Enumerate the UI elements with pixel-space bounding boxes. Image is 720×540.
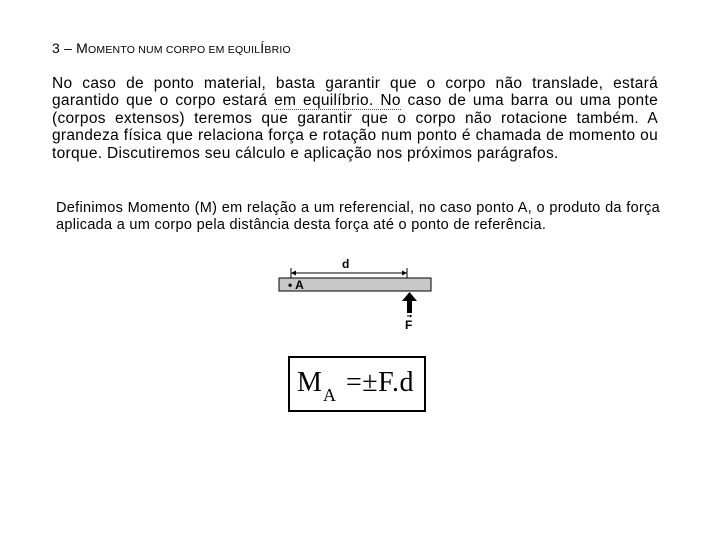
heading-text-part1: OMENTO NUM CORPO EM EQUIL xyxy=(88,44,261,56)
heading-number: 3 – M xyxy=(52,40,89,56)
distance-arrow-right xyxy=(402,271,407,276)
moment-diagram xyxy=(276,255,456,335)
heading-accent-letter: Í xyxy=(260,40,265,56)
force-arrow-head xyxy=(402,292,417,301)
moment-formula xyxy=(288,356,426,412)
force-arrow-shaft xyxy=(407,299,412,313)
distance-label: d xyxy=(342,257,350,271)
heading-text-part2: BRIO xyxy=(264,44,291,56)
section-heading xyxy=(52,40,291,56)
force-label: F xyxy=(405,318,413,332)
paragraph-intro-underlined: em equilíbrio. No xyxy=(274,92,401,110)
formula-subscript: A xyxy=(323,385,336,405)
paragraph-definition: Definimos Momento (M) em relação a um referencial, no caso ponto A, o produto da força aplicada a um corpo pela distância desta força até o ponto de referência. xyxy=(56,200,660,234)
distance-arrow-left xyxy=(291,271,296,276)
formula-moment-letter: M xyxy=(297,367,322,398)
paragraph-intro-start: No caso de ponto material, basta garantir que o corpo não translade, estará garantido que o corpo estará xyxy=(52,75,658,110)
paragraph-intro xyxy=(52,75,658,162)
moment-figure xyxy=(276,255,456,335)
point-a-label: • A xyxy=(288,278,304,292)
paragraph-intro-end: caso de uma barra ou uma ponte (corpos extensos) teremos que garantir que o corpo não rotacione também. A grandeza física que relaciona força e rotação num ponto é chamada de momento ou torque. Discutiremos seu cálculo e aplicação nos próximos parágrafos. xyxy=(52,92,658,162)
formula-rest: =±F.d xyxy=(346,367,414,398)
